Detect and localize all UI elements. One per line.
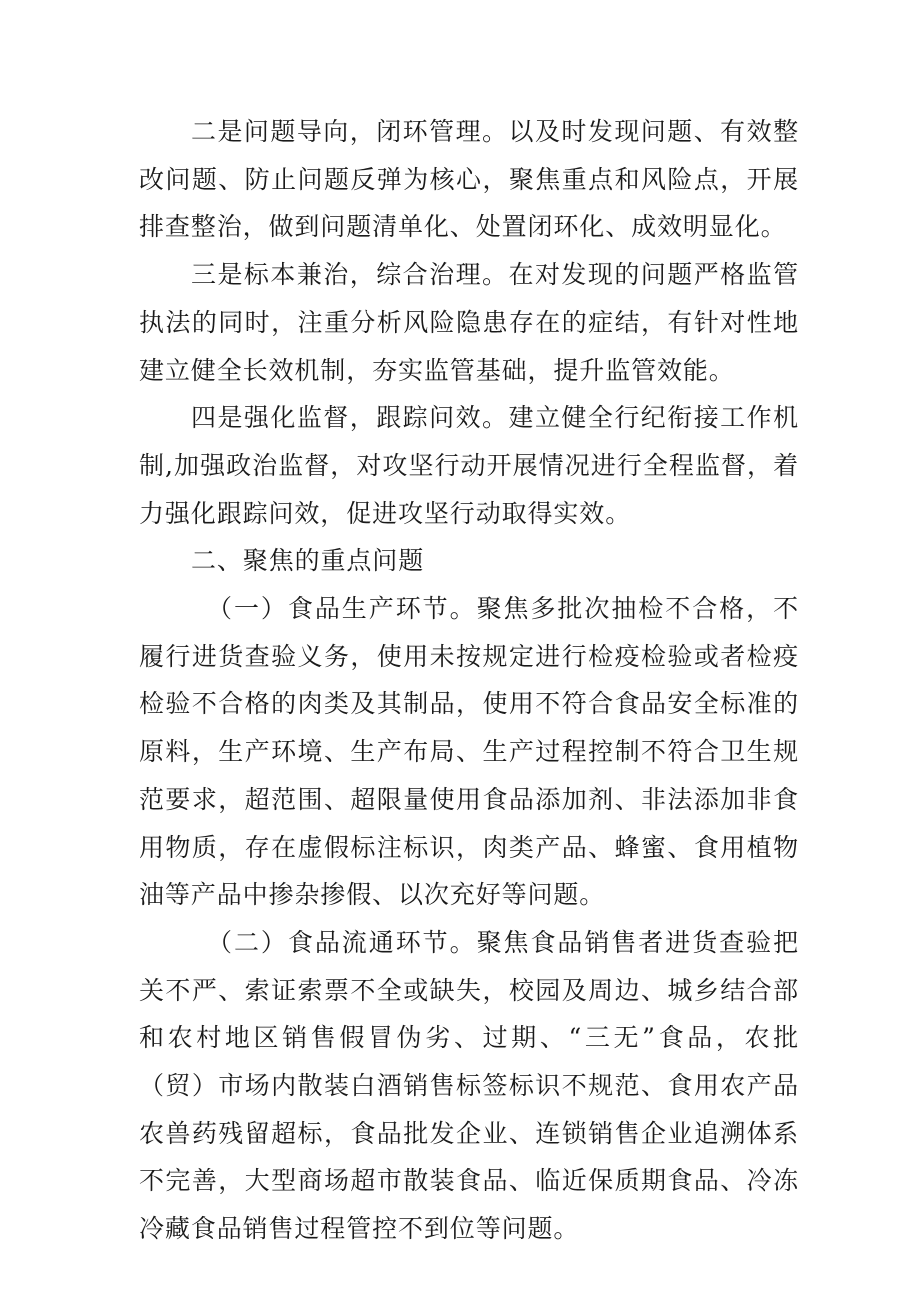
document-page [139, 108, 799, 1253]
paragraph-food-production: （一）食品生产环节。聚焦多批次抽检不合格，不履行进货查验义务，使用未按规定进行检疫检验或者检疫检验不合格的肉类及其制品，使用不符合食品安全标准的原料，生产环境、生产布局、生产过程控制不符合卫生规范要求，超范围、超限量使用食品添加剂、非法添加非食用物质，存在虚假标注标识，肉类产品、蜂蜜、食用植物油等产品中掺杂掺假、以次充好等问题。 [139, 594, 799, 910]
paragraph-strengthen-supervision: 四是强化监督，跟踪问效。建立健全行纪衔接工作机制,加强政治监督，对攻坚行动开展情况进行全程监督，着力强化跟踪问效，促进攻坚行动取得实效。 [139, 403, 799, 528]
paragraph-comprehensive-governance: 三是标本兼治，综合治理。在对发现的问题严格监管执法的同时，注重分析风险隐患存在的症结，有针对性地建立健全长效机制，夯实监管基础，提升监管效能。 [139, 260, 799, 385]
paragraph-food-circulation: （二）食品流通环节。聚焦食品销售者进货查验把关不严、索证索票不全或缺失，校园及周边、城乡结合部和农村地区销售假冒伪劣、过期、“三无”食品，农批（贸）市场内散装白酒销售标签标识不规范、食用农产品农兽药残留超标，食品批发企业、连锁销售企业追溯体系不完善，大型商场超市散装食品、临近保质期食品、冷冻冷藏食品销售过程管控不到位等问题。 [139, 927, 799, 1244]
paragraph-problem-oriented: 二是问题导向，闭环管理。以及时发现问题、有效整改问题、防止问题反弹为核心，聚焦重点和风险点，开展排查整治，做到问题清单化、处置闭环化、成效明显化。 [139, 117, 799, 242]
section-heading: 二、聚焦的重点问题 [191, 546, 425, 576]
